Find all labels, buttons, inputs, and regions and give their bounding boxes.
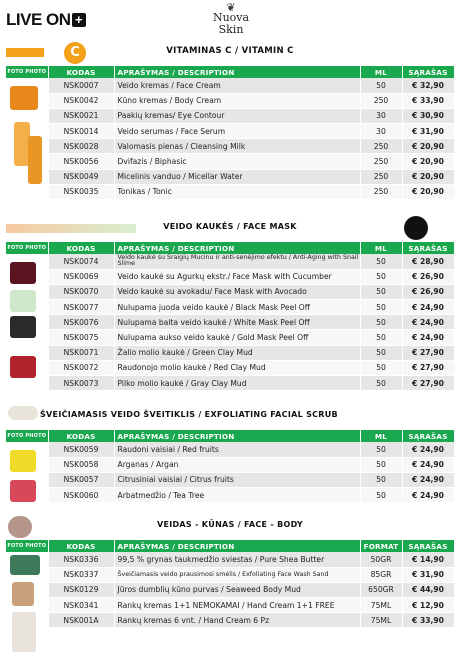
table-row <box>6 376 454 391</box>
header-photo: FOTO PHOTO <box>6 430 48 442</box>
section-header <box>6 404 454 430</box>
product-volume: 250 <box>360 139 402 154</box>
product-code: NSK0077 <box>48 300 114 315</box>
header-price: SĄRAŠAS <box>402 430 454 442</box>
product-description: Nulupama juoda veido kaukė / Black Mask Peel Off <box>114 300 360 315</box>
product-price: € 31,90 <box>402 567 454 582</box>
product-price: € 12,90 <box>402 598 454 613</box>
table-row <box>6 269 454 284</box>
table-row <box>6 139 454 154</box>
product-description: Paakių kremas/ Eye Contour <box>114 108 360 123</box>
product-volume: 650GR <box>360 582 402 597</box>
product-price: € 31,90 <box>402 124 454 139</box>
product-volume: 250 <box>360 154 402 169</box>
table-row <box>6 598 454 613</box>
product-price: € 20,90 <box>402 169 454 184</box>
product-price: € 30,90 <box>402 108 454 123</box>
product-photo <box>10 555 40 575</box>
table-row <box>6 78 454 93</box>
table-header <box>6 242 454 254</box>
product-code: NSK0057 <box>48 472 114 487</box>
product-code: NSK0058 <box>48 457 114 472</box>
product-code: NSK0071 <box>48 345 114 360</box>
product-price: € 28,90 <box>402 254 454 269</box>
section-face-mask <box>6 216 454 391</box>
product-code: NSK001A <box>48 613 114 628</box>
product-volume: 50 <box>360 488 402 503</box>
product-price: € 24,90 <box>402 457 454 472</box>
table-row <box>6 442 454 457</box>
product-description: Citrusiniai vaisiai / Citrus fruits <box>114 472 360 487</box>
product-photo <box>10 316 36 338</box>
table-row <box>6 360 454 375</box>
product-volume: 85GR <box>360 567 402 582</box>
table-header <box>6 430 454 442</box>
product-price: € 14,90 <box>402 552 454 567</box>
product-description: Šveičiamasis veido prausimosi smėlis / Exfoliating Face Wash Sand <box>114 567 360 582</box>
product-volume: 250 <box>360 169 402 184</box>
product-description: Rankų kremas 1+1 NEMOKAMAI / Hand Cream 1+1 FREE <box>114 598 360 613</box>
product-description: Veido kremas / Face Cream <box>114 78 360 93</box>
product-code: NSK0075 <box>48 330 114 345</box>
product-photo <box>10 480 36 502</box>
product-code: NSK0049 <box>48 169 114 184</box>
product-description: Arganas / Argan <box>114 457 360 472</box>
header-code: KODAS <box>48 540 114 552</box>
section-title: ŠVEIČIAMASIS VEIDO ŠVEITIKLIS / EXFOLIATING FACIAL SCRUB <box>40 410 338 419</box>
product-description: Dvifazis / Biphasic <box>114 154 360 169</box>
product-description: Nulupama balta veido kaukė / White Mask Peel Off <box>114 315 360 330</box>
product-code: NSK0060 <box>48 488 114 503</box>
table-row <box>6 184 454 199</box>
product-photo <box>10 86 38 110</box>
table-row <box>6 488 454 503</box>
product-price: € 32,90 <box>402 78 454 93</box>
table-row <box>6 472 454 487</box>
table-row <box>6 552 454 567</box>
table-row <box>6 345 454 360</box>
header-desc: APRAŠYMAS / DESCRIPTION <box>114 66 360 78</box>
product-volume: 75ML <box>360 598 402 613</box>
header-code: KODAS <box>48 66 114 78</box>
product-photo <box>10 450 36 472</box>
product-code: NSK0074 <box>48 254 114 269</box>
product-price: € 24,90 <box>402 315 454 330</box>
product-description: Micelinis vanduo / Micellar Water <box>114 169 360 184</box>
product-description: Žalio molio kaukė / Green Clay Mud <box>114 345 360 360</box>
product-price: € 20,90 <box>402 184 454 199</box>
product-code: NSK0014 <box>48 124 114 139</box>
table-row <box>6 284 454 299</box>
section-header <box>6 514 454 540</box>
table-header <box>6 540 454 552</box>
page-header <box>0 0 460 38</box>
product-code: NSK0073 <box>48 376 114 391</box>
product-volume: 50 <box>360 360 402 375</box>
product-photo <box>12 582 34 606</box>
product-code: NSK0028 <box>48 139 114 154</box>
product-volume: 50 <box>360 457 402 472</box>
table-row <box>6 330 454 345</box>
product-price: € 33,90 <box>402 93 454 108</box>
header-desc: APRAŠYMAS / DESCRIPTION <box>114 540 360 552</box>
product-description: Veido kaukė su Agurkų ekstr./ Face Mask with Cucumber <box>114 269 360 284</box>
header-photo: FOTO PHOTO <box>6 66 48 78</box>
product-volume: 50 <box>360 315 402 330</box>
product-price: € 26,90 <box>402 269 454 284</box>
section-face-body <box>6 514 454 628</box>
product-price: € 27,90 <box>402 360 454 375</box>
product-price: € 24,90 <box>402 300 454 315</box>
product-volume: 50 <box>360 442 402 457</box>
header-price: SĄRAŠAS <box>402 66 454 78</box>
photo-cell <box>6 184 48 199</box>
product-description: Pilko molio kaukė / Gray Clay Mud <box>114 376 360 391</box>
section-title: VEIDO KAUKĖS / FACE MASK <box>163 222 297 231</box>
product-volume: 50 <box>360 472 402 487</box>
table-row <box>6 315 454 330</box>
product-volume: 75ML <box>360 613 402 628</box>
liveon-logo: LIVE ON + <box>6 10 86 30</box>
product-price: € 26,90 <box>402 284 454 299</box>
product-code: NSK0336 <box>48 552 114 567</box>
product-code: NSK0129 <box>48 582 114 597</box>
product-description: 99,5 % grynas taukmedžio sviestas / Pure Shea Butter <box>114 552 360 567</box>
product-description: Veido kaukė su Sraigių Mucinu ir anti-senėjimo efektu / Anti-Aging with Snail Slime <box>114 254 360 269</box>
header-photo: FOTO PHOTO <box>6 242 48 254</box>
section-header <box>6 40 454 66</box>
product-code: NSK0042 <box>48 93 114 108</box>
product-volume: 30 <box>360 108 402 123</box>
product-description: Jūros dumblių kūno purvas / Seaweed Body Mud <box>114 582 360 597</box>
header-price: SĄRAŠAS <box>402 242 454 254</box>
product-code: NSK0070 <box>48 284 114 299</box>
table-row <box>6 613 454 628</box>
product-code: NSK0007 <box>48 78 114 93</box>
product-description: Veido serumas / Face Serum <box>114 124 360 139</box>
header-format: FORMAT <box>360 540 402 552</box>
product-code: NSK0035 <box>48 184 114 199</box>
header-photo: FOTO PHOTO <box>6 540 48 552</box>
product-description: Veido kaukė su avokadu/ Face Mask with Avocado <box>114 284 360 299</box>
product-table <box>6 242 455 391</box>
product-volume: 50 <box>360 284 402 299</box>
product-price: € 24,90 <box>402 330 454 345</box>
table-row <box>6 582 454 597</box>
product-price: € 27,90 <box>402 376 454 391</box>
table-row <box>6 154 454 169</box>
table-row <box>6 93 454 108</box>
product-description: Tonikas / Tonic <box>114 184 360 199</box>
product-table <box>6 430 455 503</box>
product-code: NSK0076 <box>48 315 114 330</box>
product-table <box>6 66 455 200</box>
section-title: VITAMINAS C / VITAMIN C <box>166 46 294 56</box>
product-volume: 50 <box>360 254 402 269</box>
product-price: € 24,90 <box>402 442 454 457</box>
product-code: NSK0341 <box>48 598 114 613</box>
leaf-icon: ❦ <box>226 1 236 14</box>
product-volume: 30 <box>360 124 402 139</box>
product-code: NSK0337 <box>48 567 114 582</box>
product-price: € 24,90 <box>402 488 454 503</box>
product-volume: 250 <box>360 184 402 199</box>
table-header <box>6 66 454 78</box>
section-title: VEIDAS - KŪNAS / FACE - BODY <box>156 520 304 529</box>
product-volume: 50 <box>360 376 402 391</box>
product-code: NSK0059 <box>48 442 114 457</box>
scrub-spoon-icon <box>8 406 38 420</box>
product-code: NSK0072 <box>48 360 114 375</box>
table-row <box>6 457 454 472</box>
product-photo <box>10 262 36 284</box>
header-desc: APRAŠYMAS / DESCRIPTION <box>114 430 360 442</box>
table-row <box>6 300 454 315</box>
product-description: Valomasis pienas / Cleansing Milk <box>114 139 360 154</box>
product-price: € 24,90 <box>402 472 454 487</box>
product-volume: 50 <box>360 78 402 93</box>
header-ml: ML <box>360 66 402 78</box>
header-ml: ML <box>360 430 402 442</box>
product-volume: 50 <box>360 330 402 345</box>
product-price: € 20,90 <box>402 154 454 169</box>
product-price: € 27,90 <box>402 345 454 360</box>
product-photo <box>10 290 36 312</box>
product-description: Raudonojo molio kaukė / Red Clay Mud <box>114 360 360 375</box>
product-description: Rankų kremas 6 vnt. / Hand Cream 6 Pz <box>114 613 360 628</box>
product-description: Arbatmedžio / Tea Tree <box>114 488 360 503</box>
product-volume: 50 <box>360 345 402 360</box>
product-volume: 50GR <box>360 552 402 567</box>
product-description: Nulupama aukso veido kaukė / Gold Mask Peel Off <box>114 330 360 345</box>
table-row <box>6 254 454 269</box>
section-header <box>6 216 454 242</box>
product-price: € 33,90 <box>402 613 454 628</box>
product-table <box>6 540 455 628</box>
header-ml: ML <box>360 242 402 254</box>
table-row <box>6 567 454 582</box>
product-description: Raudoni vaisiai / Red fruits <box>114 442 360 457</box>
product-volume: 250 <box>360 93 402 108</box>
product-photo <box>10 356 36 378</box>
table-row <box>6 108 454 123</box>
table-row <box>6 169 454 184</box>
product-code: NSK0056 <box>48 154 114 169</box>
header-code: KODAS <box>48 430 114 442</box>
product-photo <box>12 612 36 652</box>
product-volume: 50 <box>360 269 402 284</box>
product-code: NSK0069 <box>48 269 114 284</box>
header-desc: APRAŠYMAS / DESCRIPTION <box>114 242 360 254</box>
product-price: € 44,90 <box>402 582 454 597</box>
section-scrub <box>6 404 454 503</box>
vitamin-c-icon: C <box>64 42 86 64</box>
product-price: € 20,90 <box>402 139 454 154</box>
product-volume: 50 <box>360 300 402 315</box>
product-description: Kūno kremas / Body Cream <box>114 93 360 108</box>
header-price: SĄRAŠAS <box>402 540 454 552</box>
nuova-skin-logo: ❦ Nuova Skin <box>199 4 263 36</box>
section-vitamin-c <box>6 40 454 200</box>
header-code: KODAS <box>48 242 114 254</box>
product-photo <box>28 136 42 184</box>
product-code: NSK0021 <box>48 108 114 123</box>
table-row <box>6 124 454 139</box>
